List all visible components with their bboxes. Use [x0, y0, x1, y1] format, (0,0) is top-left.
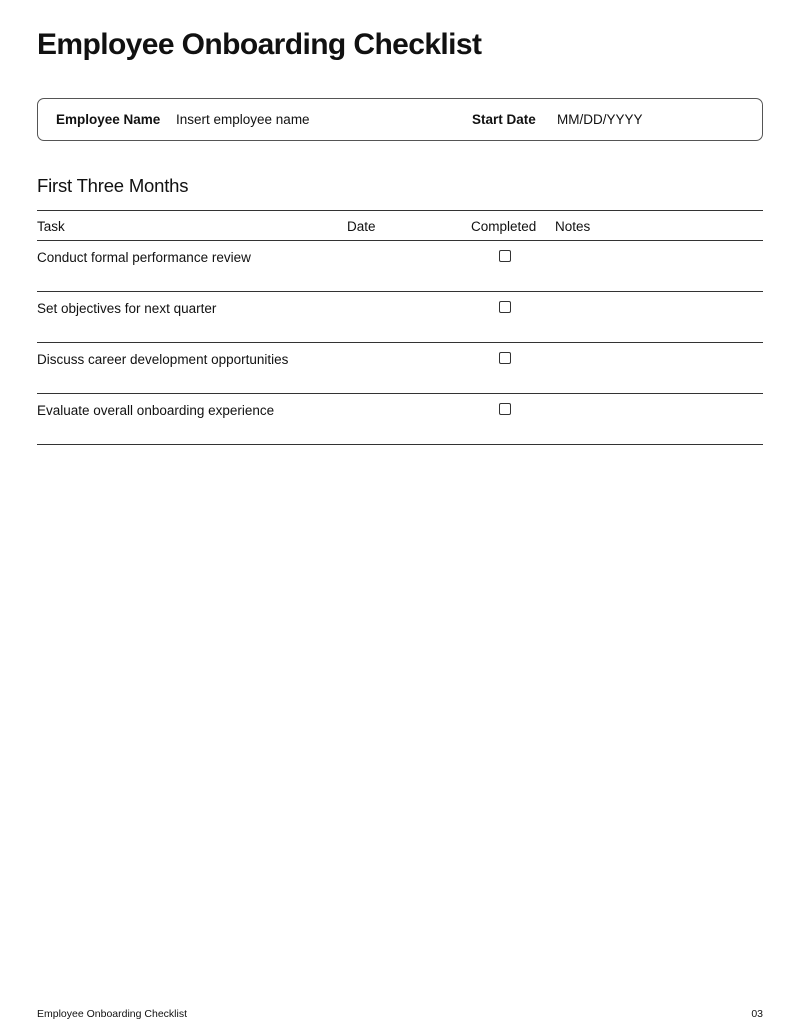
completed-checkbox[interactable]: [499, 301, 511, 313]
table-row: [37, 394, 763, 445]
completed-checkbox[interactable]: [499, 352, 511, 364]
column-header-task: Task: [37, 219, 65, 234]
table-row: [37, 292, 763, 343]
column-header-date: Date: [347, 219, 376, 234]
column-header-notes: Notes: [555, 219, 591, 234]
checklist-table: [37, 210, 763, 445]
column-header-completed: Completed: [471, 219, 537, 234]
start-date-label: Start Date: [472, 112, 536, 127]
page-title: Employee Onboarding Checklist: [37, 28, 482, 61]
completed-checkbox[interactable]: [499, 250, 511, 262]
task-label: Evaluate overall onboarding experience: [37, 403, 275, 418]
task-label: Discuss career development opportunities: [37, 352, 289, 367]
task-label: Set objectives for next quarter: [37, 301, 217, 316]
completed-checkbox[interactable]: [499, 403, 511, 415]
start-date-field[interactable]: MM/DD/YYYY: [557, 112, 643, 127]
table-header: [37, 210, 763, 241]
section-title: First Three Months: [37, 175, 189, 196]
footer-document-name: Employee Onboarding Checklist: [37, 1008, 187, 1020]
table-row: [37, 343, 763, 394]
footer-page-number: 03: [751, 1008, 763, 1020]
employee-info-box: [37, 98, 763, 141]
employee-name-label: Employee Name: [56, 112, 161, 127]
employee-name-field[interactable]: Insert employee name: [176, 112, 310, 127]
table-row: [37, 241, 763, 292]
task-label: Conduct formal performance review: [37, 250, 251, 265]
